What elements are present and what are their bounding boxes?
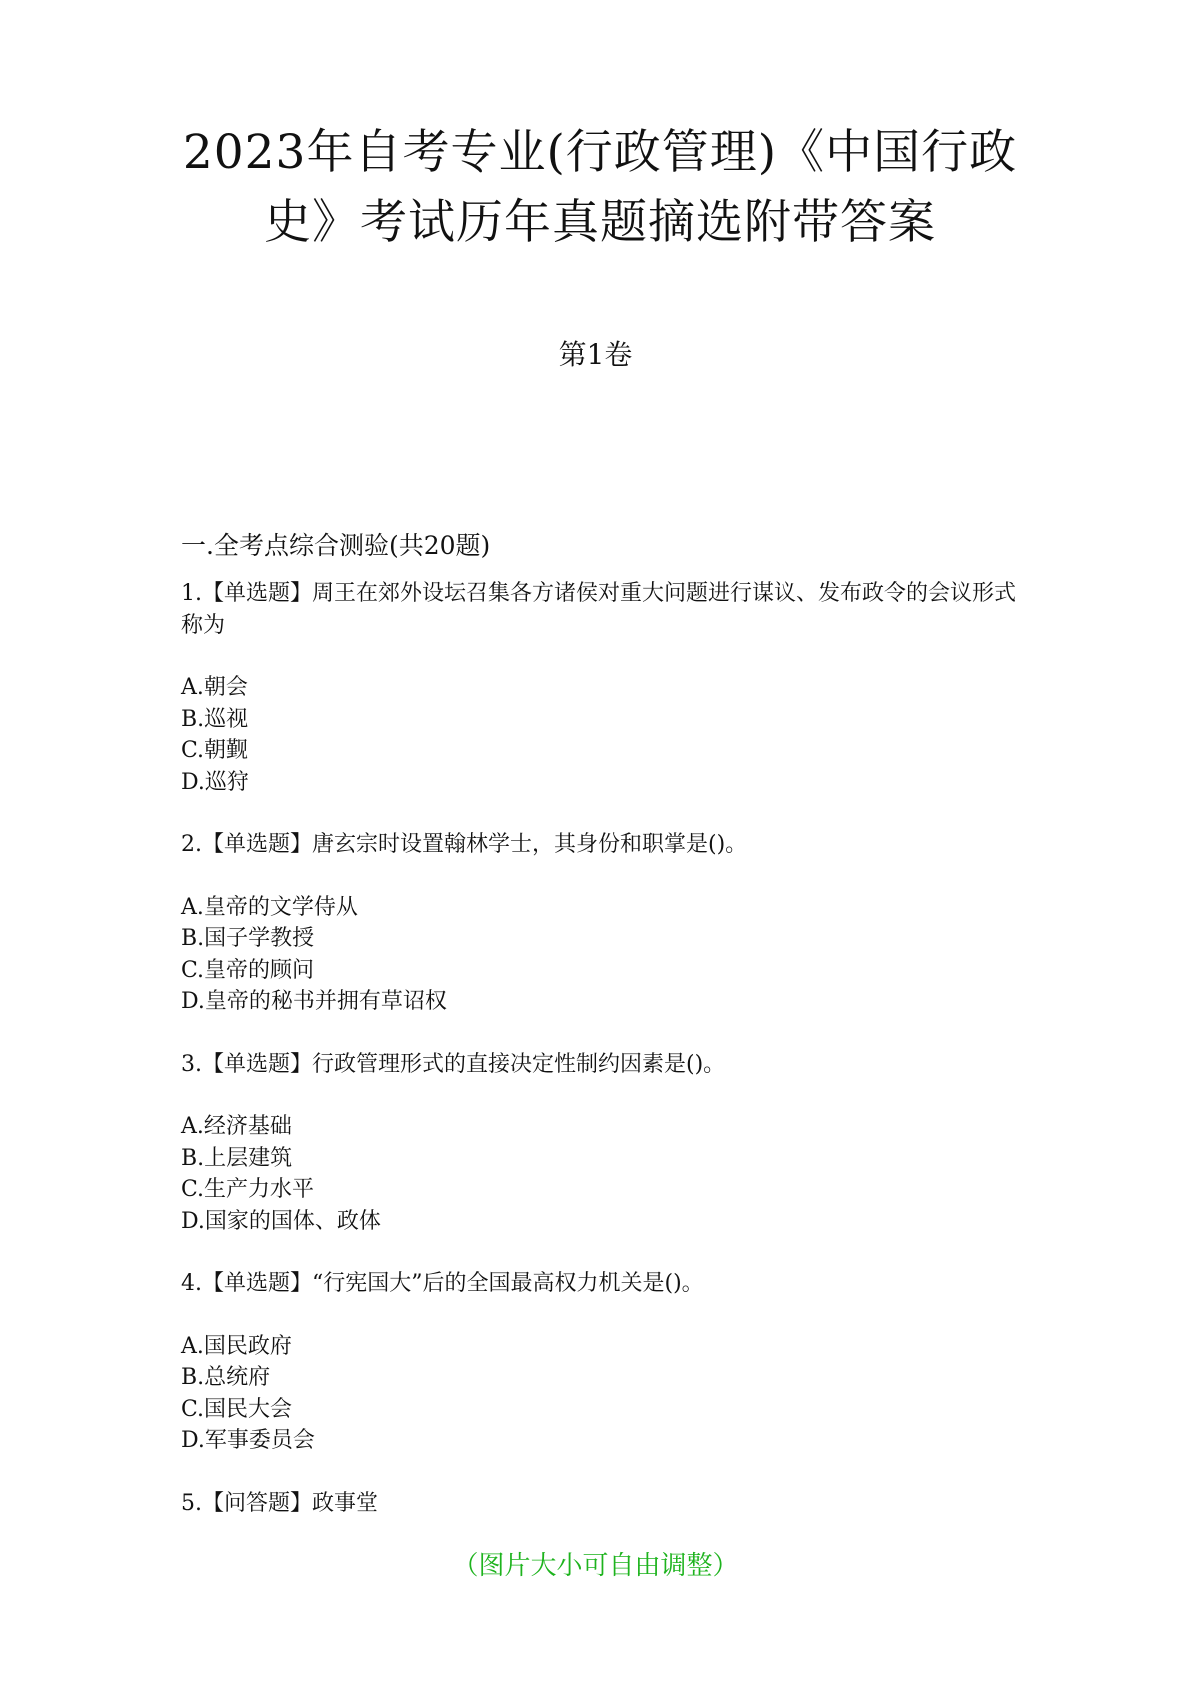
option-list (181, 672, 1021, 798)
option-a: A.朝会 (181, 675, 248, 700)
option-c: C.朝觐 (181, 738, 249, 763)
option-c: C.皇帝的顾问 (181, 957, 315, 983)
document-title (150, 118, 1050, 258)
document-title-line-1: 2023年自考专业(行政管理)《中国行政 (182, 125, 1018, 180)
option-a: A.皇帝的文学侍从 (181, 894, 358, 920)
option-list (181, 1111, 1021, 1237)
question-4 (181, 1268, 1021, 1457)
option-a: A.经济基础 (181, 1114, 292, 1139)
option-a: A.国民政府 (181, 1333, 292, 1359)
question-stem: 4.【单选题】“行宪国大”后的全国最高权力机关是()。 (181, 1271, 704, 1296)
option-b: B.总统府 (181, 1365, 271, 1390)
question-stem: 3.【单选题】行政管理形式的直接决定性制约因素是()。 (181, 1051, 726, 1077)
option-b: B.巡视 (181, 706, 249, 732)
question-stem: 5.【问答题】政事堂 (181, 1490, 378, 1516)
volume-label: 第1卷 (558, 338, 633, 371)
question-list (181, 578, 1021, 1550)
option-c: C.国民大会 (181, 1396, 293, 1422)
option-d: D.巡狩 (181, 769, 249, 795)
option-b: B.国子学教授 (181, 926, 315, 951)
question-stem: 2.【单选题】唐玄宗时设置翰林学士，其身份和职掌是()。 (181, 832, 748, 857)
question-stem: 1.【单选题】周王在郊外设坛召集各方诸侯对重大问题进行谋议、发布政令的会议形式称为 (181, 581, 1016, 638)
option-list (181, 892, 1021, 1018)
option-d: D.军事委员会 (181, 1428, 315, 1453)
section-heading: 一.全考点综合测验(共20题) (181, 531, 491, 560)
image-resize-note: （图片大小可自由调整） (452, 1551, 739, 1581)
option-list (181, 1331, 1021, 1457)
option-d: D.皇帝的秘书并拥有草诏权 (181, 989, 447, 1014)
option-d: D.国家的国体、政体 (181, 1208, 381, 1234)
question-1 (181, 578, 1021, 798)
option-c: C.生产力水平 (181, 1177, 315, 1202)
question-2 (181, 829, 1021, 1018)
question-3 (181, 1049, 1021, 1238)
document-title-line-2: 史》考试历年真题摘选附带答案 (264, 195, 936, 250)
option-b: B.上层建筑 (181, 1145, 293, 1171)
question-5 (181, 1488, 1021, 1520)
